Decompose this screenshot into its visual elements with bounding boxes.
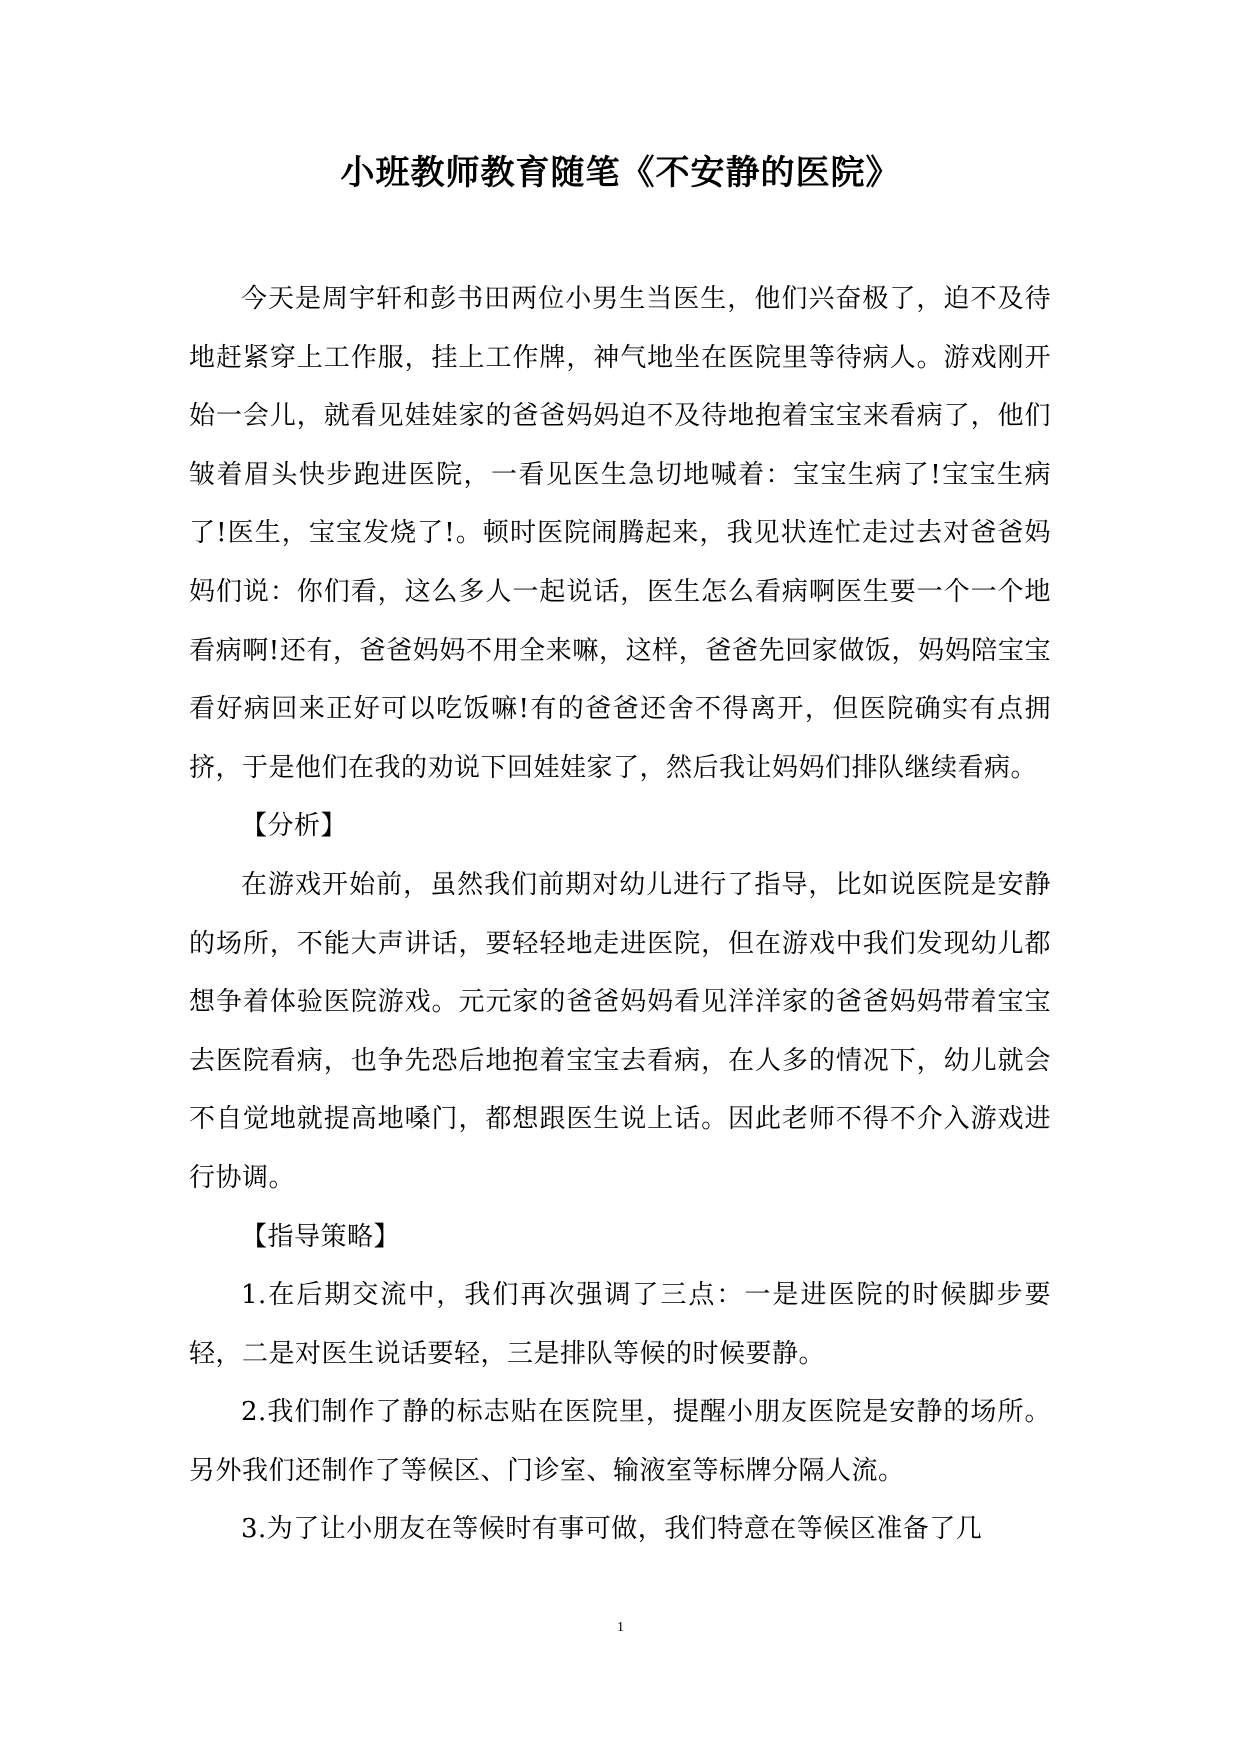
paragraph-story: 今天是周宇轩和彭书田两位小男生当医生，他们兴奋极了，迫不及待地赶紧穿上工作服，挂上工作牌，神气地坐在医院里等待病人。游戏刚开始一会儿，就看见娃娃家的爸爸妈妈迫不及待地抱着宝宝来看病了，他们皱着眉头快步跑进医院，一看见医生急切地喊着：宝宝生病了!宝宝生病了!医生，宝宝发烧了!。顿时医院闹腾起来，我见状连忙走过去对爸爸妈妈们说：你们看，这么多人一起说话，医生怎么看病啊医生要一个一个地看病啊!还有，爸爸妈妈不用全来嘛，这样，爸爸先回家做饭，妈妈陪宝宝看好病回来正好可以吃饭嘛!有的爸爸还舍不得离开，但医院确实有点拥挤，于是他们在我的劝说下回娃娃家了，然后我让妈妈们排队继续看病。 [189,284,1051,783]
paragraph-analysis: 在游戏开始前，虽然我们前期对幼儿进行了指导，比如说医院是安静的场所，不能大声讲话，要轻轻地走进医院，但在游戏中我们发现幼儿都想争着体验医院游戏。元元家的爸爸妈妈看见洋洋家的爸爸妈妈带着宝宝去医院看病，也争先恐后地抱着宝宝去看病，在人多的情况下，幼儿就会不自觉地就提高地嗓门，都想跟医生说上话。因此老师不得不介入游戏进行协调。 [189,869,1051,1193]
strategy-item-1: 1.在后期交流中，我们再次强调了三点：一是进医院的时候脚步要轻，二是对医生说话要轻，三是排队等候的时候要静。 [189,1280,1051,1369]
document-body [189,270,1051,1559]
section-heading-strategy: 【指导策略】 [241,1221,401,1252]
strategy-item-3: 3.为了让小朋友在等候时有事可做，我们特意在等候区准备了几 [241,1514,983,1545]
page-number: 1 [617,1620,624,1635]
strategy-item-2: 2.我们制作了静的标志贴在医院里，提醒小朋友医院是安静的场所。另外我们还制作了等候区、门诊室、输液室等标牌分隔人流。 [189,1397,1051,1486]
document-title: 小班教师教育随笔《不安静的医院》 [340,153,901,193]
section-heading-analysis: 【分析】 [241,811,348,842]
